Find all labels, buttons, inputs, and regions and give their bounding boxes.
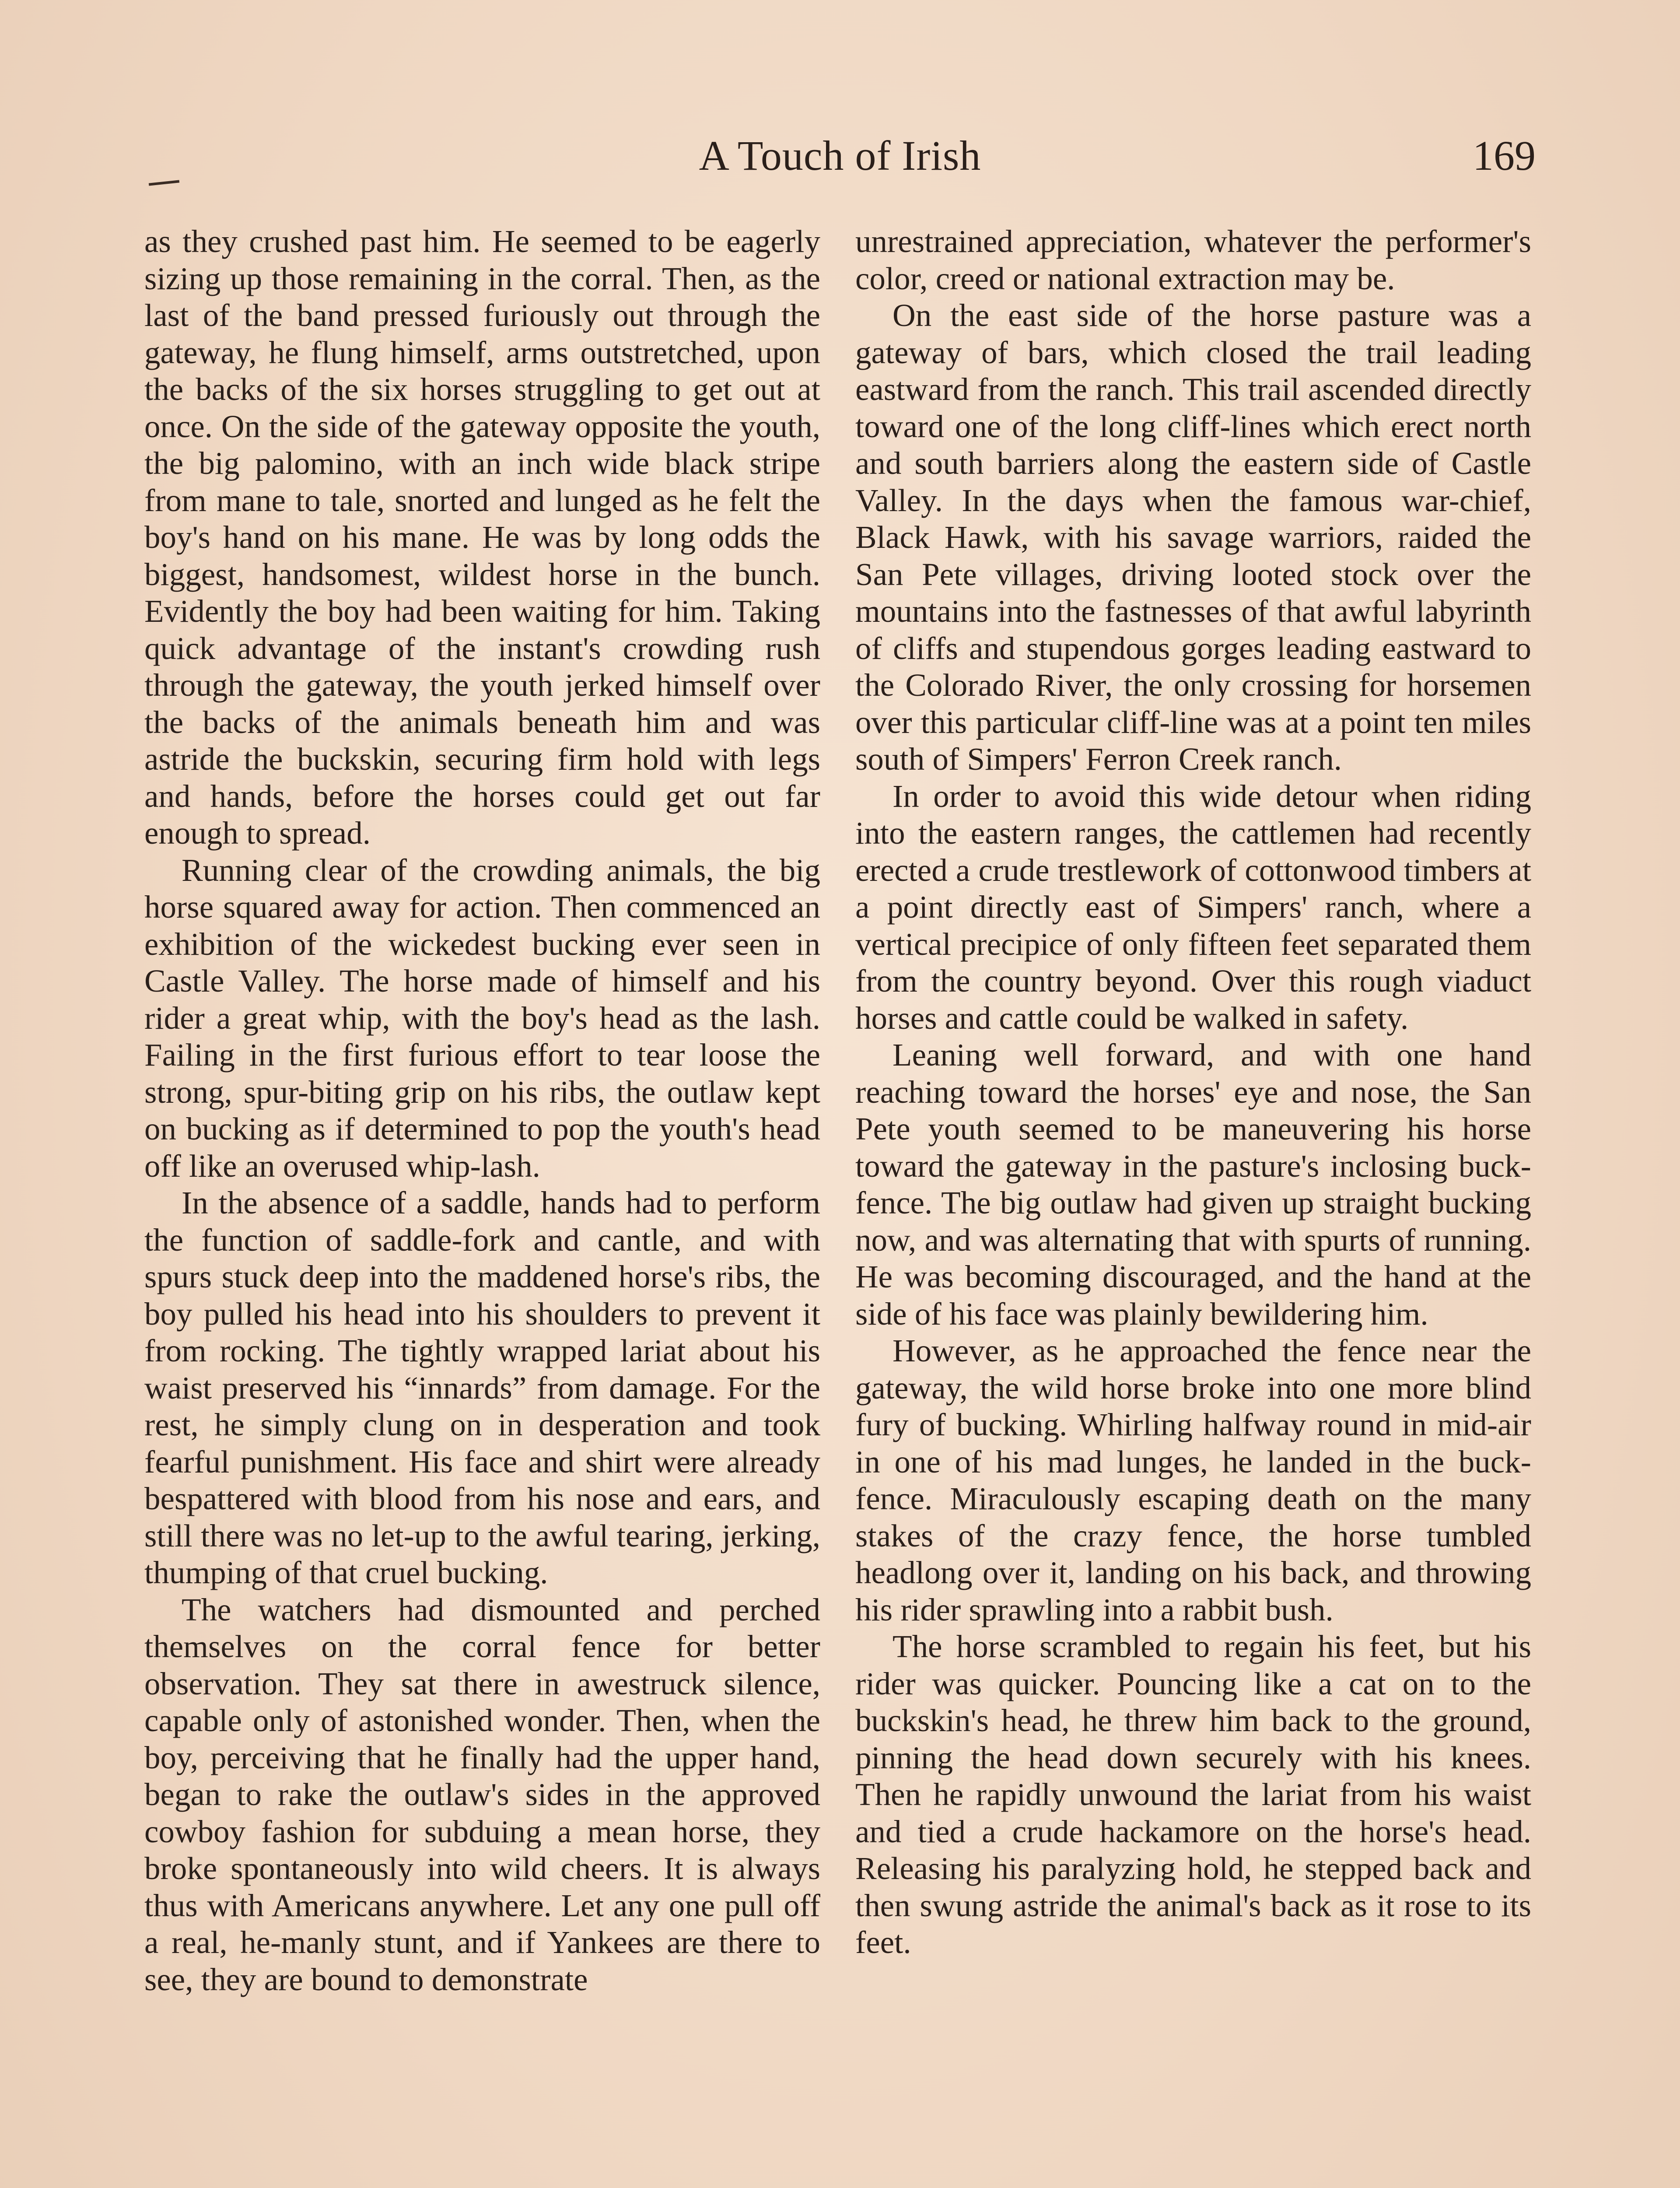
paragraph: unrestrained appreciation, whatever the performer's color, creed or national extraction may be.	[855, 224, 1531, 296]
paragraph: Leaning well forward, and with one hand reaching toward the horses' eye and nose, the San Pete youth seemed to be maneuvering his horse toward the gateway in the pasture's inclosing buck-fence. The big outlaw had given up straight bucking now, and was alternating that with spurts of running. He was becoming discouraged, and the hand at the side of his face was plainly bewildering him.	[855, 1037, 1531, 1332]
left-column	[144, 223, 820, 2188]
printer-mark	[149, 180, 179, 186]
text-columns	[144, 223, 1536, 2188]
paragraph: as they crushed past him. He seemed to be eagerly sizing up those remaining in the corral. Then, as the last of the band pressed furiously out through the gateway, he flung himself, arms outstretched, upon the backs of the six horses struggling to get out at once. On the side of the gateway opposite the youth, the big palomino, with an inch wide black stripe from mane to tale, snorted and lunged as he felt the boy's hand on his mane. He was by long odds the biggest, handsomest, wildest horse in the bunch. Evidently the boy had been waiting for him. Taking quick advantage of the instant's crowding rush through the gateway, the youth jerked himself over the backs of the animals beneath him and was astride the buckskin, securing firm hold with legs and hands, before the horses could get out far enough to spread.	[144, 224, 820, 851]
right-column	[855, 223, 1531, 2188]
paragraph: The watchers had dismounted and perched themselves on the corral fence for better observation. They sat there in awestruck silence, capable only of astonished wonder. Then, when the boy, perceiving that he finally had the upper hand, began to rake the outlaw's sides in the approved cowboy fashion for subduing a mean horse, they broke spontaneously into wild cheers. It is always thus with Americans anywhere. Let any one pull off a real, he-manly stunt, and if Yankees are there to see, they are bound to demonstrate	[144, 1592, 820, 1997]
paragraph: However, as he approached the fence near the gateway, the wild horse broke into one more blind fury of bucking. Whirling halfway round in mid-air in one of his mad lunges, he landed in the buck-fence. Miraculously escaping death on the many stakes of the crazy fence, the horse tumbled headlong over it, landing on his back, and throwing his rider sprawling into a rabbit bush.	[855, 1333, 1531, 1627]
header-title: A Touch of Irish	[699, 132, 981, 179]
paragraph: On the east side of the horse pasture was a gateway of bars, which closed the trail leading eastward from the ranch. This trail ascended directly toward one of the long cliff-lines which erect north and south barriers along the eastern side of Castle Valley. In the days when the famous war-chief, Black Hawk, with his savage warriors, raided the San Pete villages, driving looted stock over the mountains into the fastnesses of that awful labyrinth of cliffs and stupendous gorges leading eastward to the Colorado River, the only crossing for horsemen over this particular cliff-line was at a point ten miles south of Simpers' Ferron Creek ranch.	[855, 298, 1531, 777]
paragraph: In order to avoid this wide detour when riding into the eastern ranges, the cattlemen had recently erected a crude trestlework of cottonwood timbers at a point directly east of Simpers' ranch, where a vertical precipice of only fifteen feet separated them from the country beyond. Over this rough viaduct horses and cattle could be walked in safety.	[855, 778, 1531, 1036]
page-number: 169	[1473, 132, 1536, 179]
paragraph: In the absence of a saddle, hands had to perform the function of saddle-fork and cantle, and with spurs stuck deep into the maddened horse's ribs, the boy pulled his head into his shoulders to prevent it from rocking. The tightly wrapped lariat about his waist preserved his “innards” from damage. For the rest, he simply clung on in desperation and took fearful punishment. His face and shirt were already bespattered with blood from his nose and ears, and still there was no let-up to the awful tearing, jerking, thumping of that cruel bucking.	[144, 1185, 820, 1590]
paragraph: The horse scrambled to regain his feet, but his rider was quicker. Pouncing like a cat on to the buckskin's head, he threw him back to the ground, pinning the head down securely with his knees. Then he rapidly unwound the lariat from his waist and tied a crude hackamore on the horse's head. Releasing his paralyzing hold, he stepped back and then swung astride the animal's back as it rose to its feet.	[855, 1629, 1531, 1960]
paragraph: Running clear of the crowding animals, the big horse squared away for action. Then commenced an exhibition of the wickedest bucking ever seen in Castle Valley. The horse made of himself and his rider a great whip, with the boy's head as the lash. Failing in the first furious effort to tear loose the strong, spur-biting grip on his ribs, the outlaw kept on bucking as if determined to pop the youth's head off like an overused whip-lash.	[144, 852, 820, 1184]
running-header	[144, 131, 1536, 184]
